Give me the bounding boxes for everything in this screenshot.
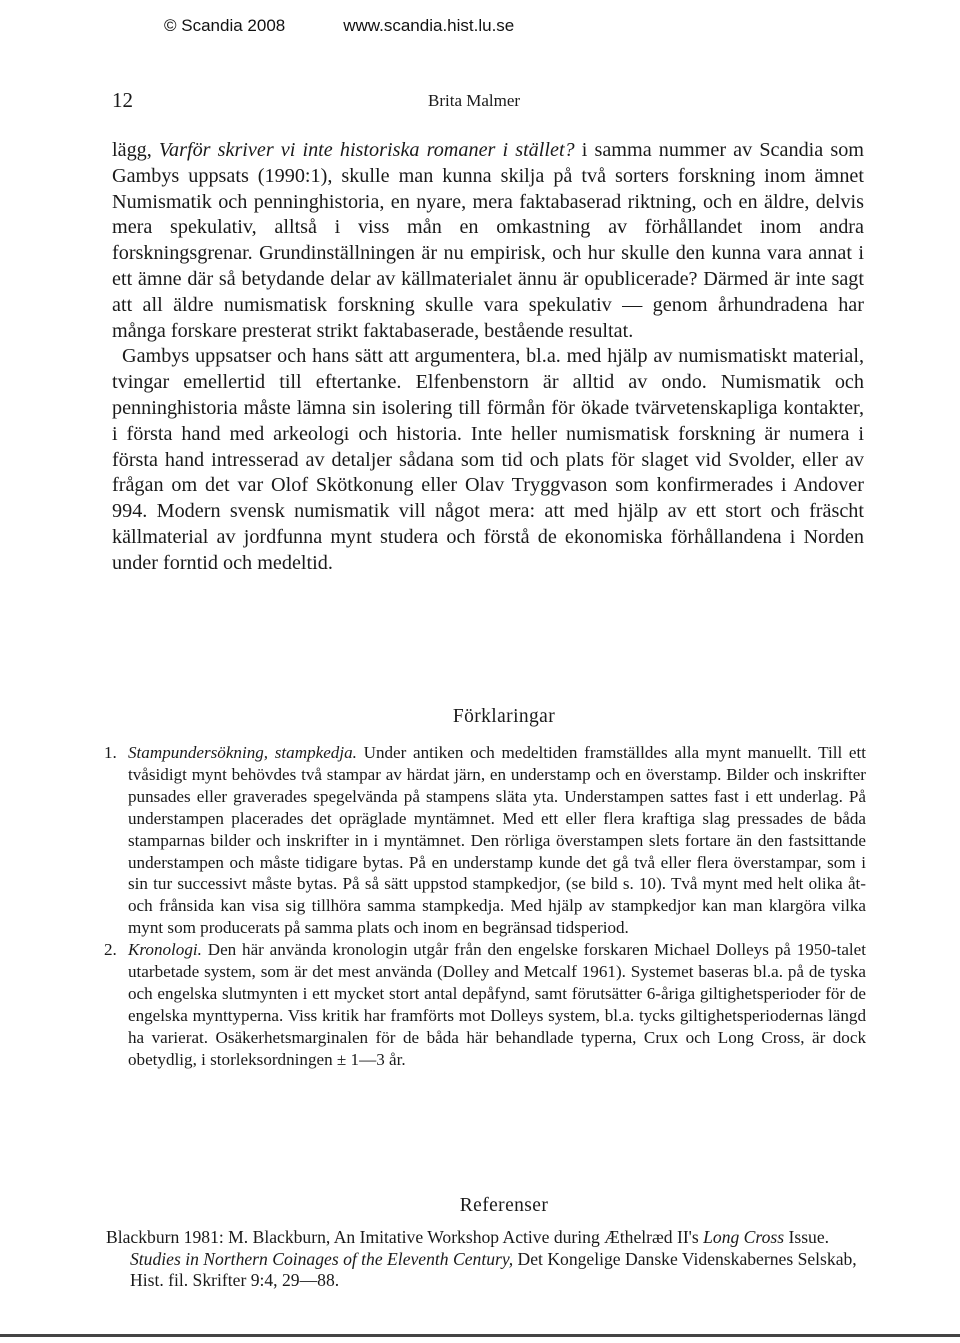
reference-part: Issue. xyxy=(784,1227,830,1247)
paragraph-1-rest: i samma nummer av Scandia som Gambys uppsats (1990:1), skulle man kunna skilja på två sorters forskning inom ämnet Numismatik och penninghistoria, en nyare, mera faktabaserad riktning, och en äldre, delvis mera spekulativ, alltså i viss mån en omkastning av förhållandet inom andra forskningsgrenar. Grundinställningen är nu empirisk, och hur skulle den kunna vara annat i ett ämne där så betydande delar av källmaterialet ännu är opublicerade? Därmed är inte sagt att all äldre numismatisk forskning skulle vara spekulativ — genom århundradena har många forskare presterat strikt faktabaserade, bestående resultat. xyxy=(112,139,864,342)
note-text: Den här använda kronologin utgår från den engelske forskaren Michael Dolleys på 1950-talet utarbetade system, som är det mest använda (Dolley and Metcalf 1961). Systemet baseras bl.a. på de tyska och engelska slutmynten i ett mycket stort antal depåfynd, samt förutsätter 6-åriga giltighetsperioder för de engelska mynttyperna. Viss kritik har framförts mot Dolleys system, bl.a. tycks giltighetsperiodernas längd ha varierat. Osäkerhetsmarginalen för de båda här behandlade typerna, Crux och Long Cross, är dock obetydlig, i storleksordningen ± 1—3 år. xyxy=(128,940,866,1069)
notes-list xyxy=(104,742,866,1071)
source-url-link[interactable]: www.scandia.hist.lu.se xyxy=(343,16,515,35)
paragraph-1-start: lägg, xyxy=(112,139,159,161)
note-number: 2. xyxy=(104,940,117,960)
note-item xyxy=(104,742,866,939)
note-item xyxy=(104,939,866,1070)
reference-part: Det Kongelige Danske Videnskabernes Selskab, Hist. fil. Skrifter 9:4, 29—88. xyxy=(130,1248,857,1291)
note-number: 1. xyxy=(104,743,117,762)
reference-part: Blackburn 1981: M. Blackburn, An Imitative Workshop Active during Æthelræd II's xyxy=(106,1227,704,1247)
references-list xyxy=(106,1227,868,1292)
references-heading: Referenser xyxy=(459,1195,549,1216)
paragraph-1 xyxy=(112,138,864,344)
running-head-author: Brita Malmer xyxy=(428,91,521,110)
note-term: Stampundersökning, stampkedja. xyxy=(128,743,357,762)
page-number: 12 xyxy=(112,88,133,112)
notes-heading: Förklaringar xyxy=(452,706,556,727)
note-text: Under antiken och medeltiden framställdes alla mynt manuellt. Till ett tvåsidigt mynt behövdes två stampar av härdat järn, en understamp och en överstamp. Bilder och inskrifter punsades eller graverades spegelvända på stampens släta yta. Understampen sattes fast i ett underlag. På understampen placerades det opräglade myntämnet. Med ett eller flera kraftiga slag pressades de båda stamparnas bilder och inskrifter in i myntämnet. Den rörliga överstampen slets fortare än den fastsittande understampen och måste tidigare bytas. På en understamp kunde det gå två eller flera överstampar, som i sin tur successivt måste bytas. På så sätt uppstod stampkedjor, (se bild s. 10). Två mynt med helt olika åt- och frånsida kan visa sig tillhöra samma stampkedja. Med hjälp av stampkedjor kan man klargöra vilka mynt som producerats på samma plats och inom en begränsad tidsperiod. xyxy=(128,743,866,938)
page-header-bar xyxy=(164,16,514,36)
article-title-italic: Varför skriver vi inte historiska romaner i stället? xyxy=(158,139,575,161)
bottom-divider xyxy=(0,1334,960,1337)
reference-entry xyxy=(106,1227,868,1292)
paragraph-2: Gambys uppsatser och hans sätt att argumentera, bl.a. med hjälp av numismatiskt material, tvingar emellertid till eftertanke. Elfenbenstorn är alltid av ondo. Numismatik och penninghistoria måste lämna sin isolering till förmån för ökade tvärvetenskapliga kontakter, i första hand med arkeologi och historia. Inte heller numismatisk forskning är numera i första hand intresserad av detaljer sådana som tid och plats för slaget vid Svolder, eller av frågan om det var Olof Skötkonung eller Olav Tryggvason som konfirmerades i Andover 994. Modern svensk numismatik vill något mera: att med hjälp av ett stort och fräscht källmaterial av jordfunna mynt studera och förstå de ekonomiska förhållandena i Norden under forntid och medeltid. xyxy=(112,345,864,574)
reference-italic: Long Cross xyxy=(703,1227,785,1247)
note-term: Kronologi. xyxy=(128,940,202,960)
reference-italic: Studies in Northern Coinages of the Eleventh Century, xyxy=(130,1248,514,1269)
copyright-text: © Scandia 2008 xyxy=(164,16,286,35)
main-text xyxy=(112,138,864,577)
